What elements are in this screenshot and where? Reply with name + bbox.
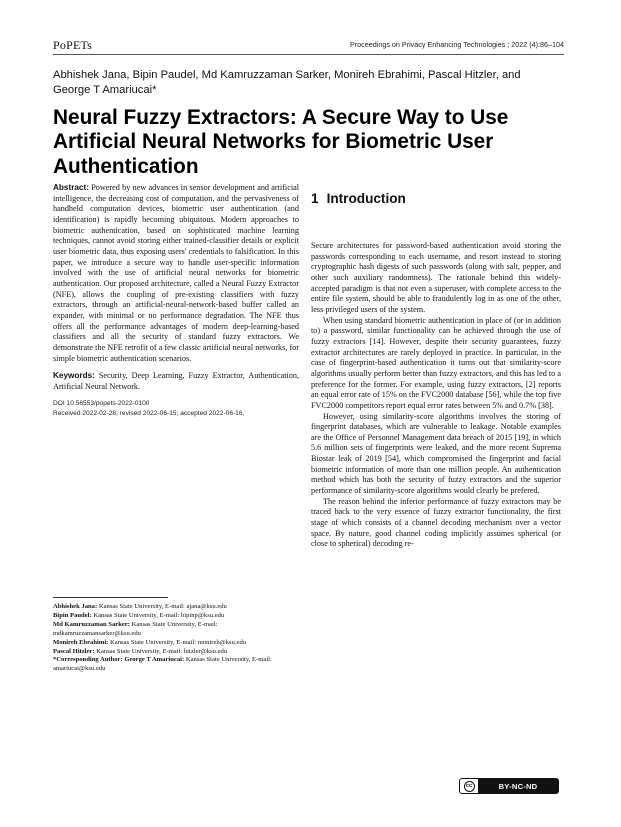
left-column: [53, 183, 299, 419]
intro-paragraph: Secure architectures for password-based authentication avoid storing the passwords corresponding to each username, and resort instead to storing cryptographic hash digests of such passwords (along with salt, pepper, and other such auxiliary randomness). The rationale behind this widely-accepted paradigm is that not even a superuser, with complete access to the entire file system, should be able to fraudulently log in as one of the other, less privileged users of the system.: [311, 241, 561, 314]
section-heading: [311, 186, 561, 206]
intro-paragraph: However, using similarity-score algorithms involves the storing of fingerprint databases, which are vulnerable to leakage. Notable examples are the Office of Personnel Management data breach of 2015 [19], in which 5.6 million sets of fingerprints were leaked, and the more recent Suprema Biostar leak of 2019 [54], which compromised the fingerprint and facial biometric information of more than one million people. An authentication method which has both the security of fuzzy extractors and the superior performance of similarity-score algorithms would clearly be prefered.: [311, 411, 561, 496]
author-list: Abhishek Jana, Bipin Paudel, Md Kamruzzaman Sarker, Monireh Ebrahimi, Pascal Hitzler, and George T Amariucai*: [53, 69, 521, 96]
right-column: [311, 186, 561, 550]
doi: DOI 10.56553/popets-2022-0100: [53, 400, 150, 408]
section-title: Introduction: [326, 191, 406, 206]
keywords: [53, 371, 299, 392]
paper-title: Neural Fuzzy Extractors: A Secure Way to Use Artificial Neural Networks for Biometric User Authentication: [53, 106, 509, 178]
affiliation-item: Md Kamruzzaman Sarker: Kansas State University, E-mail: mdkamruzzamansarker@ksu.edu: [53, 620, 218, 637]
abstract-label: Abstract:: [53, 183, 89, 192]
license-terms: BY-NC-ND: [498, 781, 538, 791]
keywords-label: Keywords:: [53, 371, 95, 381]
cc-icon: cc: [460, 779, 478, 793]
intro-paragraph: When using standard biometric authentication in place of (or in addition to) a password, similar functionality can be achieved through the use of fuzzy extractors [14]. However, despite their security guarantees, fuzzy extractor architectures are rarely deployed in practice. In particular, in the case of fingerprint-based authentication it turns out that similarity-score algorithms usually perform better than fuzzy extractors, and this has led to a preference for the former. For example, using fuzzy extractors, [2] reports an equal error rate of 15% on the FVC2000 database [56], while the top five FVC2000 competitors report equal error rates between 5% and 0.7% [38].: [311, 315, 561, 410]
abstract: [53, 183, 299, 364]
intro-paragraph: The reason behind the inferior performance of fuzzy extractors may be traced back to the very essence of fuzzy extractor functionality, the first stage of which consists of a channel decoding mechanism over a vector space. By nature, good channel coding implicitly assumes spherical (or close to spherical) decoding re-: [311, 496, 561, 549]
affiliation-item: Bipin Paudel: Kansas State University, E-mail: bipinp@ksu.edu: [53, 611, 225, 619]
keywords-text: Security, Deep Learning, Fuzzy Extractor, Authentication, Artificial Neural Network.: [53, 371, 299, 391]
section-number: 1: [311, 191, 319, 206]
affiliation-item: Abhishek Jana: Kansas State University, E-mail: ajana@ksu.edu: [53, 603, 227, 610]
venue-logo: PoPETs: [53, 38, 93, 52]
affiliation-item: Monireh Ebrahimi: Kansas State University, E-mail: monireh@ksu.edu: [53, 638, 247, 646]
abstract-text: Powered by new advances in sensor development and artificial intelligence, the decreasing cost of computation, and the pervasiveness of handheld computation devices, biometric user authentication (and identification) is rapidly becoming ubiquitous. Modern approaches to biometric authentication, based on sophisticated machine learning techniques, cannot avoid storing either trained-classifier details or explicit user biometric data, thus exposing users' credentials to falsification. In this paper, we introduce a secure way to handle user-specific information involved with the use of artificial neural networks for biometric authentication. Our proposed architecture, called a Neural Fuzzy Extractor (NFE), allows the coupling of pre-existing classifiers with fuzzy extractors, through an artificial-neural-network-based buffer called an expander, with minimal or no performance degradation. The NFE thus offers all the performance advantages of modern deep-learning-based classifiers and all the security of standard fuzzy extractors. We demonstrate the NFE retrofit of a few classic artificial neural networks, for simple biometric authentication scenarios.: [53, 183, 300, 363]
affiliation-item: Pascal Hitzler: Kansas State University, E-mail: hitzler@ksu.edu: [53, 647, 228, 655]
license-badge[interactable]: [459, 778, 559, 794]
publication-dates: Received 2022-02-28; revised 2022-06-15; accepted 2022-06-16.: [53, 410, 245, 418]
proceedings-citation: Proceedings on Privacy Enhancing Technologies ; 2022 (4):86–104: [349, 40, 564, 49]
author-affiliations: [53, 603, 299, 674]
affiliation-item: *Corresponding Author: George T Amariucai: Kansas State University, E-mail: amariucai@ksu.edu: [53, 656, 272, 673]
header-rule: [53, 54, 564, 55]
footnote-rule: [53, 597, 168, 598]
